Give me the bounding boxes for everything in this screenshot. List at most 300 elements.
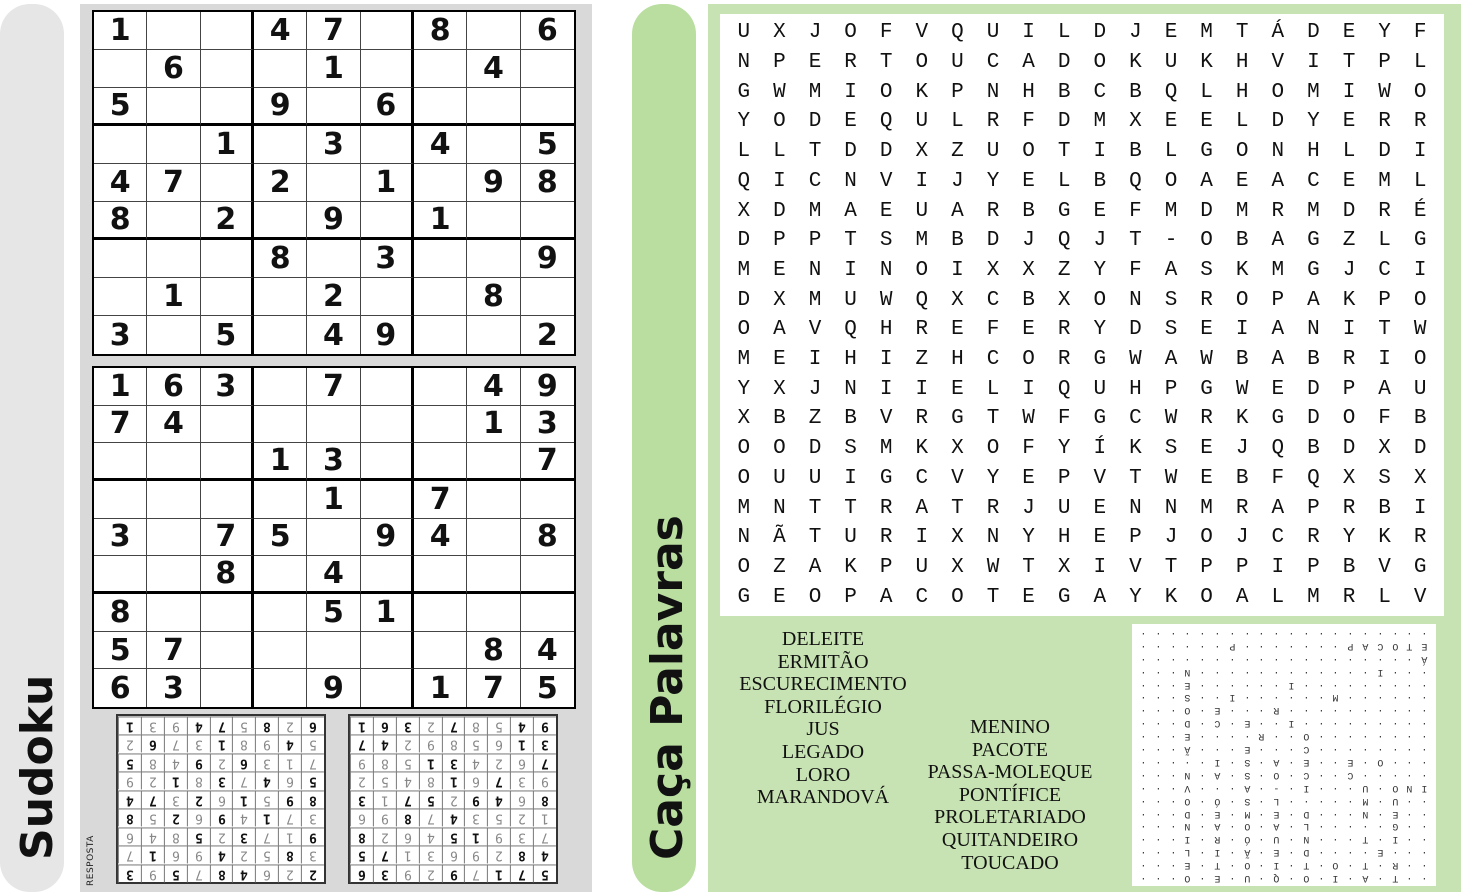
- letter-cell[interactable]: G: [1057, 199, 1071, 223]
- sudoku-cell[interactable]: [147, 481, 200, 519]
- sudoku-cell[interactable]: 8: [414, 12, 467, 50]
- letter-cell[interactable]: O: [1413, 80, 1427, 104]
- letter-cell[interactable]: O: [1235, 288, 1249, 312]
- sudoku-puzzle-2[interactable]: [92, 366, 576, 709]
- sudoku-cell[interactable]: 9: [361, 519, 414, 557]
- letter-cell[interactable]: B: [1378, 496, 1391, 520]
- letter-cell[interactable]: K: [1235, 258, 1249, 282]
- sudoku-cell[interactable]: [521, 88, 574, 126]
- sudoku-cell[interactable]: 1: [254, 443, 307, 481]
- letter-cell[interactable]: V: [1413, 585, 1427, 609]
- letter-cell[interactable]: M: [1271, 258, 1285, 282]
- letter-cell[interactable]: P: [844, 585, 857, 609]
- sudoku-cell[interactable]: [94, 556, 147, 594]
- letter-cell[interactable]: T: [844, 229, 857, 253]
- letter-cell[interactable]: T: [844, 496, 857, 520]
- letter-cell[interactable]: Z: [808, 407, 822, 431]
- letter-cell[interactable]: I: [844, 258, 857, 282]
- letter-cell[interactable]: M: [1235, 199, 1249, 223]
- sudoku-cell[interactable]: [307, 240, 360, 278]
- letter-cell[interactable]: Q: [1057, 229, 1071, 253]
- sudoku-cell[interactable]: [521, 278, 574, 316]
- letter-cell[interactable]: I: [1413, 496, 1427, 520]
- letter-cell[interactable]: J: [1342, 258, 1356, 282]
- letter-cell[interactable]: M: [737, 496, 751, 520]
- letter-cell[interactable]: R: [1057, 348, 1071, 372]
- letter-cell[interactable]: R: [1307, 526, 1320, 550]
- sudoku-cell[interactable]: [307, 164, 360, 202]
- letter-cell[interactable]: I: [879, 348, 893, 372]
- letter-cell[interactable]: J: [1235, 437, 1249, 461]
- letter-cell[interactable]: B: [1022, 288, 1035, 312]
- letter-cell[interactable]: R: [915, 318, 929, 342]
- letter-cell[interactable]: F: [1271, 466, 1285, 490]
- letter-cell[interactable]: S: [1200, 258, 1213, 282]
- sudoku-cell[interactable]: 7: [147, 164, 200, 202]
- sudoku-cell[interactable]: [254, 632, 307, 670]
- sudoku-cell[interactable]: [254, 368, 307, 406]
- sudoku-cell[interactable]: 7: [307, 12, 360, 50]
- sudoku-cell[interactable]: [254, 316, 307, 354]
- letter-cell[interactable]: N: [737, 526, 751, 550]
- letter-cell[interactable]: T: [1235, 21, 1249, 45]
- letter-cell[interactable]: U: [773, 466, 786, 490]
- letter-cell[interactable]: P: [1200, 555, 1213, 579]
- letter-cell[interactable]: O: [951, 585, 964, 609]
- sudoku-cell[interactable]: [361, 556, 414, 594]
- letter-cell[interactable]: J: [808, 21, 822, 45]
- letter-cell[interactable]: B: [773, 407, 786, 431]
- letter-cell[interactable]: T: [808, 496, 822, 520]
- sudoku-cell[interactable]: [254, 556, 307, 594]
- letter-cell[interactable]: T: [986, 585, 1000, 609]
- letter-cell[interactable]: O: [737, 466, 751, 490]
- letter-cell[interactable]: E: [1022, 318, 1035, 342]
- sudoku-cell[interactable]: 2: [201, 202, 254, 240]
- sudoku-cell[interactable]: [521, 50, 574, 88]
- letter-cell[interactable]: C: [1378, 258, 1391, 282]
- letter-cell[interactable]: B: [1307, 348, 1320, 372]
- letter-cell[interactable]: G: [1200, 140, 1213, 164]
- letter-cell[interactable]: A: [1307, 288, 1320, 312]
- letter-cell[interactable]: W: [1164, 407, 1178, 431]
- sudoku-cell[interactable]: [201, 669, 254, 707]
- letter-cell[interactable]: L: [1057, 169, 1071, 193]
- sudoku-cell[interactable]: 8: [467, 632, 520, 670]
- letter-cell[interactable]: O: [1093, 288, 1107, 312]
- sudoku-cell[interactable]: [147, 88, 200, 126]
- letter-cell[interactable]: I: [844, 466, 857, 490]
- letter-cell[interactable]: X: [1413, 466, 1427, 490]
- letter-cell[interactable]: E: [808, 51, 822, 75]
- letter-cell[interactable]: D: [1307, 407, 1320, 431]
- letter-cell[interactable]: O: [1413, 288, 1427, 312]
- letter-cell[interactable]: H: [1129, 377, 1142, 401]
- letter-cell[interactable]: S: [1164, 437, 1178, 461]
- letter-cell[interactable]: M: [737, 348, 751, 372]
- letter-cell[interactable]: E: [1200, 466, 1213, 490]
- letter-cell[interactable]: I: [1022, 21, 1035, 45]
- sudoku-cell[interactable]: [94, 443, 147, 481]
- letter-cell[interactable]: J: [1093, 229, 1107, 253]
- letter-cell[interactable]: R: [986, 199, 1000, 223]
- sudoku-cell[interactable]: 5: [521, 126, 574, 164]
- sudoku-cell[interactable]: 3: [307, 126, 360, 164]
- letter-cell[interactable]: G: [1413, 555, 1427, 579]
- sudoku-cell[interactable]: [254, 594, 307, 632]
- letter-cell[interactable]: Y: [986, 466, 1000, 490]
- letter-cell[interactable]: X: [951, 437, 964, 461]
- letter-cell[interactable]: R: [1235, 496, 1249, 520]
- letter-cell[interactable]: L: [1057, 21, 1071, 45]
- sudoku-cell[interactable]: [414, 368, 467, 406]
- letter-cell[interactable]: B: [1235, 348, 1249, 372]
- letter-cell[interactable]: F: [1057, 407, 1071, 431]
- letter-cell[interactable]: D: [986, 229, 1000, 253]
- sudoku-cell[interactable]: 1: [94, 368, 147, 406]
- letter-cell[interactable]: D: [737, 229, 751, 253]
- letter-cell[interactable]: Y: [737, 110, 751, 134]
- letter-cell[interactable]: Y: [1342, 526, 1356, 550]
- letter-cell[interactable]: X: [1342, 466, 1356, 490]
- letter-cell[interactable]: B: [1093, 169, 1107, 193]
- sudoku-cell[interactable]: [467, 519, 520, 557]
- letter-cell[interactable]: O: [773, 437, 786, 461]
- letter-cell[interactable]: D: [844, 140, 857, 164]
- sudoku-cell[interactable]: 9: [467, 164, 520, 202]
- letter-cell[interactable]: O: [1164, 169, 1178, 193]
- letter-cell[interactable]: E: [1164, 110, 1178, 134]
- letter-cell[interactable]: N: [1129, 288, 1142, 312]
- letter-cell[interactable]: C: [915, 466, 929, 490]
- letter-cell[interactable]: G: [737, 585, 751, 609]
- letter-cell[interactable]: R: [1378, 110, 1391, 134]
- letter-cell[interactable]: O: [1093, 51, 1107, 75]
- letter-cell[interactable]: P: [951, 80, 964, 104]
- letter-cell[interactable]: D: [808, 437, 822, 461]
- letter-cell[interactable]: U: [915, 199, 929, 223]
- sudoku-cell[interactable]: [201, 164, 254, 202]
- letter-cell[interactable]: B: [1057, 80, 1071, 104]
- letter-cell[interactable]: L: [986, 377, 1000, 401]
- sudoku-cell[interactable]: [521, 556, 574, 594]
- letter-cell[interactable]: U: [1057, 496, 1071, 520]
- letter-cell[interactable]: O: [1022, 348, 1035, 372]
- sudoku-cell[interactable]: 8: [467, 278, 520, 316]
- letter-cell[interactable]: Y: [1057, 437, 1071, 461]
- letter-cell[interactable]: C: [986, 348, 1000, 372]
- letter-cell[interactable]: D: [1129, 318, 1142, 342]
- sudoku-cell[interactable]: [361, 669, 414, 707]
- letter-cell[interactable]: E: [1342, 110, 1356, 134]
- letter-cell[interactable]: E: [951, 377, 964, 401]
- letter-cell[interactable]: I: [1235, 318, 1249, 342]
- letter-cell[interactable]: N: [844, 169, 857, 193]
- letter-cell[interactable]: O: [1200, 585, 1213, 609]
- letter-cell[interactable]: G: [951, 407, 964, 431]
- sudoku-cell[interactable]: 7: [201, 519, 254, 557]
- sudoku-cell[interactable]: 5: [536, 670, 558, 706]
- letter-cell[interactable]: R: [1200, 407, 1213, 431]
- letter-cell[interactable]: R: [1413, 526, 1427, 550]
- sudoku-cell[interactable]: [307, 632, 360, 670]
- letter-cell[interactable]: F: [986, 318, 1000, 342]
- sudoku-cell[interactable]: 9: [521, 240, 574, 278]
- letter-cell[interactable]: V: [1129, 555, 1142, 579]
- letter-cell[interactable]: H: [1235, 80, 1249, 104]
- letter-cell[interactable]: B: [1129, 140, 1142, 164]
- letter-cell[interactable]: V: [915, 21, 929, 45]
- letter-cell[interactable]: Q: [737, 169, 751, 193]
- letter-cell[interactable]: E: [844, 110, 857, 134]
- letter-cell[interactable]: O: [737, 555, 751, 579]
- letter-cell[interactable]: Ã: [773, 526, 786, 550]
- letter-cell[interactable]: Y: [1022, 526, 1035, 550]
- sudoku-cell[interactable]: [414, 443, 467, 481]
- letter-cell[interactable]: Q: [1129, 169, 1142, 193]
- sudoku-cell[interactable]: [147, 443, 200, 481]
- word-search-grid[interactable]: [720, 14, 1444, 616]
- letter-cell[interactable]: L: [1164, 140, 1178, 164]
- sudoku-cell[interactable]: [467, 556, 520, 594]
- letter-cell[interactable]: Q: [951, 21, 964, 45]
- letter-cell[interactable]: P: [1307, 496, 1320, 520]
- letter-cell[interactable]: D: [1342, 199, 1356, 223]
- letter-cell[interactable]: M: [1307, 80, 1320, 104]
- letter-cell[interactable]: A: [951, 199, 964, 223]
- sudoku-cell[interactable]: 5: [94, 632, 147, 670]
- sudoku-cell[interactable]: 4: [414, 519, 467, 557]
- letter-cell[interactable]: S: [844, 437, 857, 461]
- letter-cell[interactable]: R: [915, 407, 929, 431]
- letter-cell[interactable]: K: [1129, 437, 1142, 461]
- letter-cell[interactable]: P: [1307, 555, 1320, 579]
- letter-cell[interactable]: C: [986, 51, 1000, 75]
- sudoku-cell[interactable]: [147, 594, 200, 632]
- sudoku-cell[interactable]: 2: [536, 317, 558, 353]
- sudoku-cell[interactable]: [414, 278, 467, 316]
- letter-cell[interactable]: R: [1413, 110, 1427, 134]
- letter-cell[interactable]: B: [1022, 199, 1035, 223]
- letter-cell[interactable]: Á: [1271, 21, 1285, 45]
- letter-cell[interactable]: E: [1200, 110, 1213, 134]
- sudoku-cell[interactable]: 3: [361, 240, 414, 278]
- sudoku-cell[interactable]: [467, 594, 520, 632]
- letter-cell[interactable]: M: [808, 199, 822, 223]
- sudoku-cell[interactable]: 4: [414, 126, 467, 164]
- sudoku-cell[interactable]: 1: [307, 481, 360, 519]
- letter-cell[interactable]: M: [915, 229, 929, 253]
- letter-cell[interactable]: Q: [844, 318, 857, 342]
- letter-cell[interactable]: U: [1093, 377, 1107, 401]
- letter-cell[interactable]: K: [1342, 288, 1356, 312]
- letter-cell[interactable]: W: [1022, 407, 1035, 431]
- sudoku-cell[interactable]: 1: [414, 669, 467, 707]
- letter-cell[interactable]: C: [915, 585, 929, 609]
- letter-cell[interactable]: N: [1164, 496, 1178, 520]
- sudoku-cell[interactable]: [414, 594, 467, 632]
- sudoku-cell[interactable]: [307, 88, 360, 126]
- sudoku-cell[interactable]: [467, 316, 520, 354]
- letter-cell[interactable]: D: [1307, 377, 1320, 401]
- letter-cell[interactable]: U: [1164, 51, 1178, 75]
- letter-cell[interactable]: V: [951, 466, 964, 490]
- sudoku-cell[interactable]: [467, 12, 520, 50]
- letter-cell[interactable]: A: [1164, 348, 1178, 372]
- letter-cell[interactable]: I: [915, 526, 929, 550]
- sudoku-cell[interactable]: 3: [307, 443, 360, 481]
- sudoku-cell[interactable]: 6: [147, 368, 200, 406]
- letter-cell[interactable]: O: [1413, 348, 1427, 372]
- letter-cell[interactable]: L: [773, 140, 786, 164]
- letter-cell[interactable]: D: [808, 110, 822, 134]
- letter-cell[interactable]: R: [1342, 348, 1356, 372]
- letter-cell[interactable]: F: [1129, 199, 1142, 223]
- letter-cell[interactable]: A: [1200, 169, 1213, 193]
- sudoku-cell[interactable]: [414, 556, 467, 594]
- letter-cell[interactable]: X: [951, 526, 964, 550]
- letter-cell[interactable]: I: [844, 80, 857, 104]
- letter-cell[interactable]: E: [1093, 199, 1107, 223]
- letter-cell[interactable]: M: [1200, 496, 1213, 520]
- letter-cell[interactable]: K: [1235, 407, 1249, 431]
- letter-cell[interactable]: U: [986, 21, 1000, 45]
- letter-cell[interactable]: M: [1378, 169, 1391, 193]
- sudoku-cell[interactable]: 3: [94, 519, 147, 557]
- letter-cell[interactable]: T: [951, 496, 964, 520]
- letter-cell[interactable]: -: [1164, 229, 1178, 253]
- letter-cell[interactable]: P: [879, 555, 893, 579]
- letter-cell[interactable]: E: [1342, 21, 1356, 45]
- letter-cell[interactable]: A: [1378, 377, 1391, 401]
- letter-cell[interactable]: Q: [1271, 437, 1285, 461]
- letter-cell[interactable]: Q: [1307, 466, 1320, 490]
- letter-cell[interactable]: É: [1413, 199, 1427, 223]
- letter-cell[interactable]: V: [879, 169, 893, 193]
- sudoku-cell[interactable]: [361, 202, 414, 240]
- letter-cell[interactable]: R: [986, 496, 1000, 520]
- letter-cell[interactable]: H: [951, 348, 964, 372]
- sudoku-cell[interactable]: [414, 240, 467, 278]
- sudoku-cell[interactable]: 1: [361, 164, 414, 202]
- letter-cell[interactable]: I: [1342, 80, 1356, 104]
- letter-cell[interactable]: G: [879, 466, 893, 490]
- letter-cell[interactable]: U: [1413, 377, 1427, 401]
- sudoku-cell[interactable]: [254, 669, 307, 707]
- sudoku-cell[interactable]: 7: [94, 406, 147, 444]
- letter-cell[interactable]: O: [1200, 229, 1213, 253]
- letter-cell[interactable]: H: [1307, 140, 1320, 164]
- letter-cell[interactable]: P: [1378, 288, 1391, 312]
- letter-cell[interactable]: K: [915, 80, 929, 104]
- sudoku-cell[interactable]: 1: [94, 12, 147, 50]
- sudoku-cell[interactable]: [94, 50, 147, 88]
- sudoku-cell[interactable]: 1: [414, 202, 467, 240]
- letter-cell[interactable]: R: [1200, 288, 1213, 312]
- sudoku-cell[interactable]: 7: [414, 481, 467, 519]
- letter-cell[interactable]: A: [915, 496, 929, 520]
- letter-cell[interactable]: U: [915, 555, 929, 579]
- letter-cell[interactable]: I: [1413, 258, 1427, 282]
- letter-cell[interactable]: C: [808, 169, 822, 193]
- sudoku-cell[interactable]: [147, 519, 200, 557]
- letter-cell[interactable]: W: [1378, 80, 1391, 104]
- letter-cell[interactable]: L: [1413, 169, 1427, 193]
- letter-cell[interactable]: A: [1093, 585, 1107, 609]
- sudoku-cell[interactable]: [467, 202, 520, 240]
- letter-cell[interactable]: X: [737, 407, 751, 431]
- sudoku-cell[interactable]: [521, 594, 574, 632]
- sudoku-cell[interactable]: 1: [201, 126, 254, 164]
- letter-cell[interactable]: K: [1164, 585, 1178, 609]
- letter-cell[interactable]: Z: [773, 555, 786, 579]
- letter-cell[interactable]: R: [986, 110, 1000, 134]
- letter-cell[interactable]: D: [1307, 21, 1320, 45]
- letter-cell[interactable]: A: [1271, 229, 1285, 253]
- letter-cell[interactable]: U: [737, 21, 751, 45]
- letter-cell[interactable]: X: [986, 258, 1000, 282]
- letter-cell[interactable]: R: [1057, 318, 1071, 342]
- letter-cell[interactable]: F: [1022, 437, 1035, 461]
- sudoku-cell[interactable]: 1: [147, 278, 200, 316]
- sudoku-cell[interactable]: [467, 88, 520, 126]
- letter-cell[interactable]: L: [737, 140, 751, 164]
- sudoku-cell[interactable]: 8: [521, 519, 574, 557]
- letter-cell[interactable]: B: [1307, 437, 1320, 461]
- letter-cell[interactable]: X: [773, 288, 786, 312]
- sudoku-cell[interactable]: [361, 443, 414, 481]
- letter-cell[interactable]: G: [1413, 229, 1427, 253]
- sudoku-cell[interactable]: [414, 632, 467, 670]
- sudoku-cell[interactable]: [361, 368, 414, 406]
- letter-cell[interactable]: E: [773, 348, 786, 372]
- letter-cell[interactable]: E: [1342, 169, 1356, 193]
- letter-cell[interactable]: C: [1307, 169, 1320, 193]
- letter-cell[interactable]: X: [773, 21, 786, 45]
- letter-cell[interactable]: T: [1342, 51, 1356, 75]
- letter-cell[interactable]: T: [1164, 555, 1178, 579]
- sudoku-cell[interactable]: 4: [147, 406, 200, 444]
- sudoku-cell[interactable]: [467, 126, 520, 164]
- letter-cell[interactable]: R: [1342, 496, 1356, 520]
- sudoku-cell[interactable]: 9: [307, 669, 360, 707]
- letter-cell[interactable]: A: [1235, 585, 1249, 609]
- sudoku-cell[interactable]: [94, 481, 147, 519]
- letter-cell[interactable]: T: [808, 526, 822, 550]
- sudoku-cell[interactable]: [147, 202, 200, 240]
- letter-cell[interactable]: X: [1022, 258, 1035, 282]
- letter-cell[interactable]: G: [1271, 407, 1285, 431]
- sudoku-cell[interactable]: [201, 278, 254, 316]
- letter-cell[interactable]: Í: [1093, 437, 1107, 461]
- letter-cell[interactable]: T: [1129, 229, 1142, 253]
- letter-cell[interactable]: L: [1342, 140, 1356, 164]
- letter-cell[interactable]: M: [1164, 199, 1178, 223]
- letter-cell[interactable]: G: [1093, 348, 1107, 372]
- sudoku-cell[interactable]: [414, 406, 467, 444]
- letter-cell[interactable]: O: [915, 51, 929, 75]
- letter-cell[interactable]: L: [1271, 585, 1285, 609]
- letter-cell[interactable]: D: [1200, 199, 1213, 223]
- letter-cell[interactable]: J: [1022, 496, 1035, 520]
- letter-cell[interactable]: I: [915, 169, 929, 193]
- sudoku-cell[interactable]: [254, 202, 307, 240]
- sudoku-cell[interactable]: 6: [147, 50, 200, 88]
- letter-cell[interactable]: R: [1378, 199, 1391, 223]
- letter-cell[interactable]: F: [879, 21, 893, 45]
- letter-cell[interactable]: Q: [1057, 377, 1071, 401]
- letter-cell[interactable]: Y: [1093, 318, 1107, 342]
